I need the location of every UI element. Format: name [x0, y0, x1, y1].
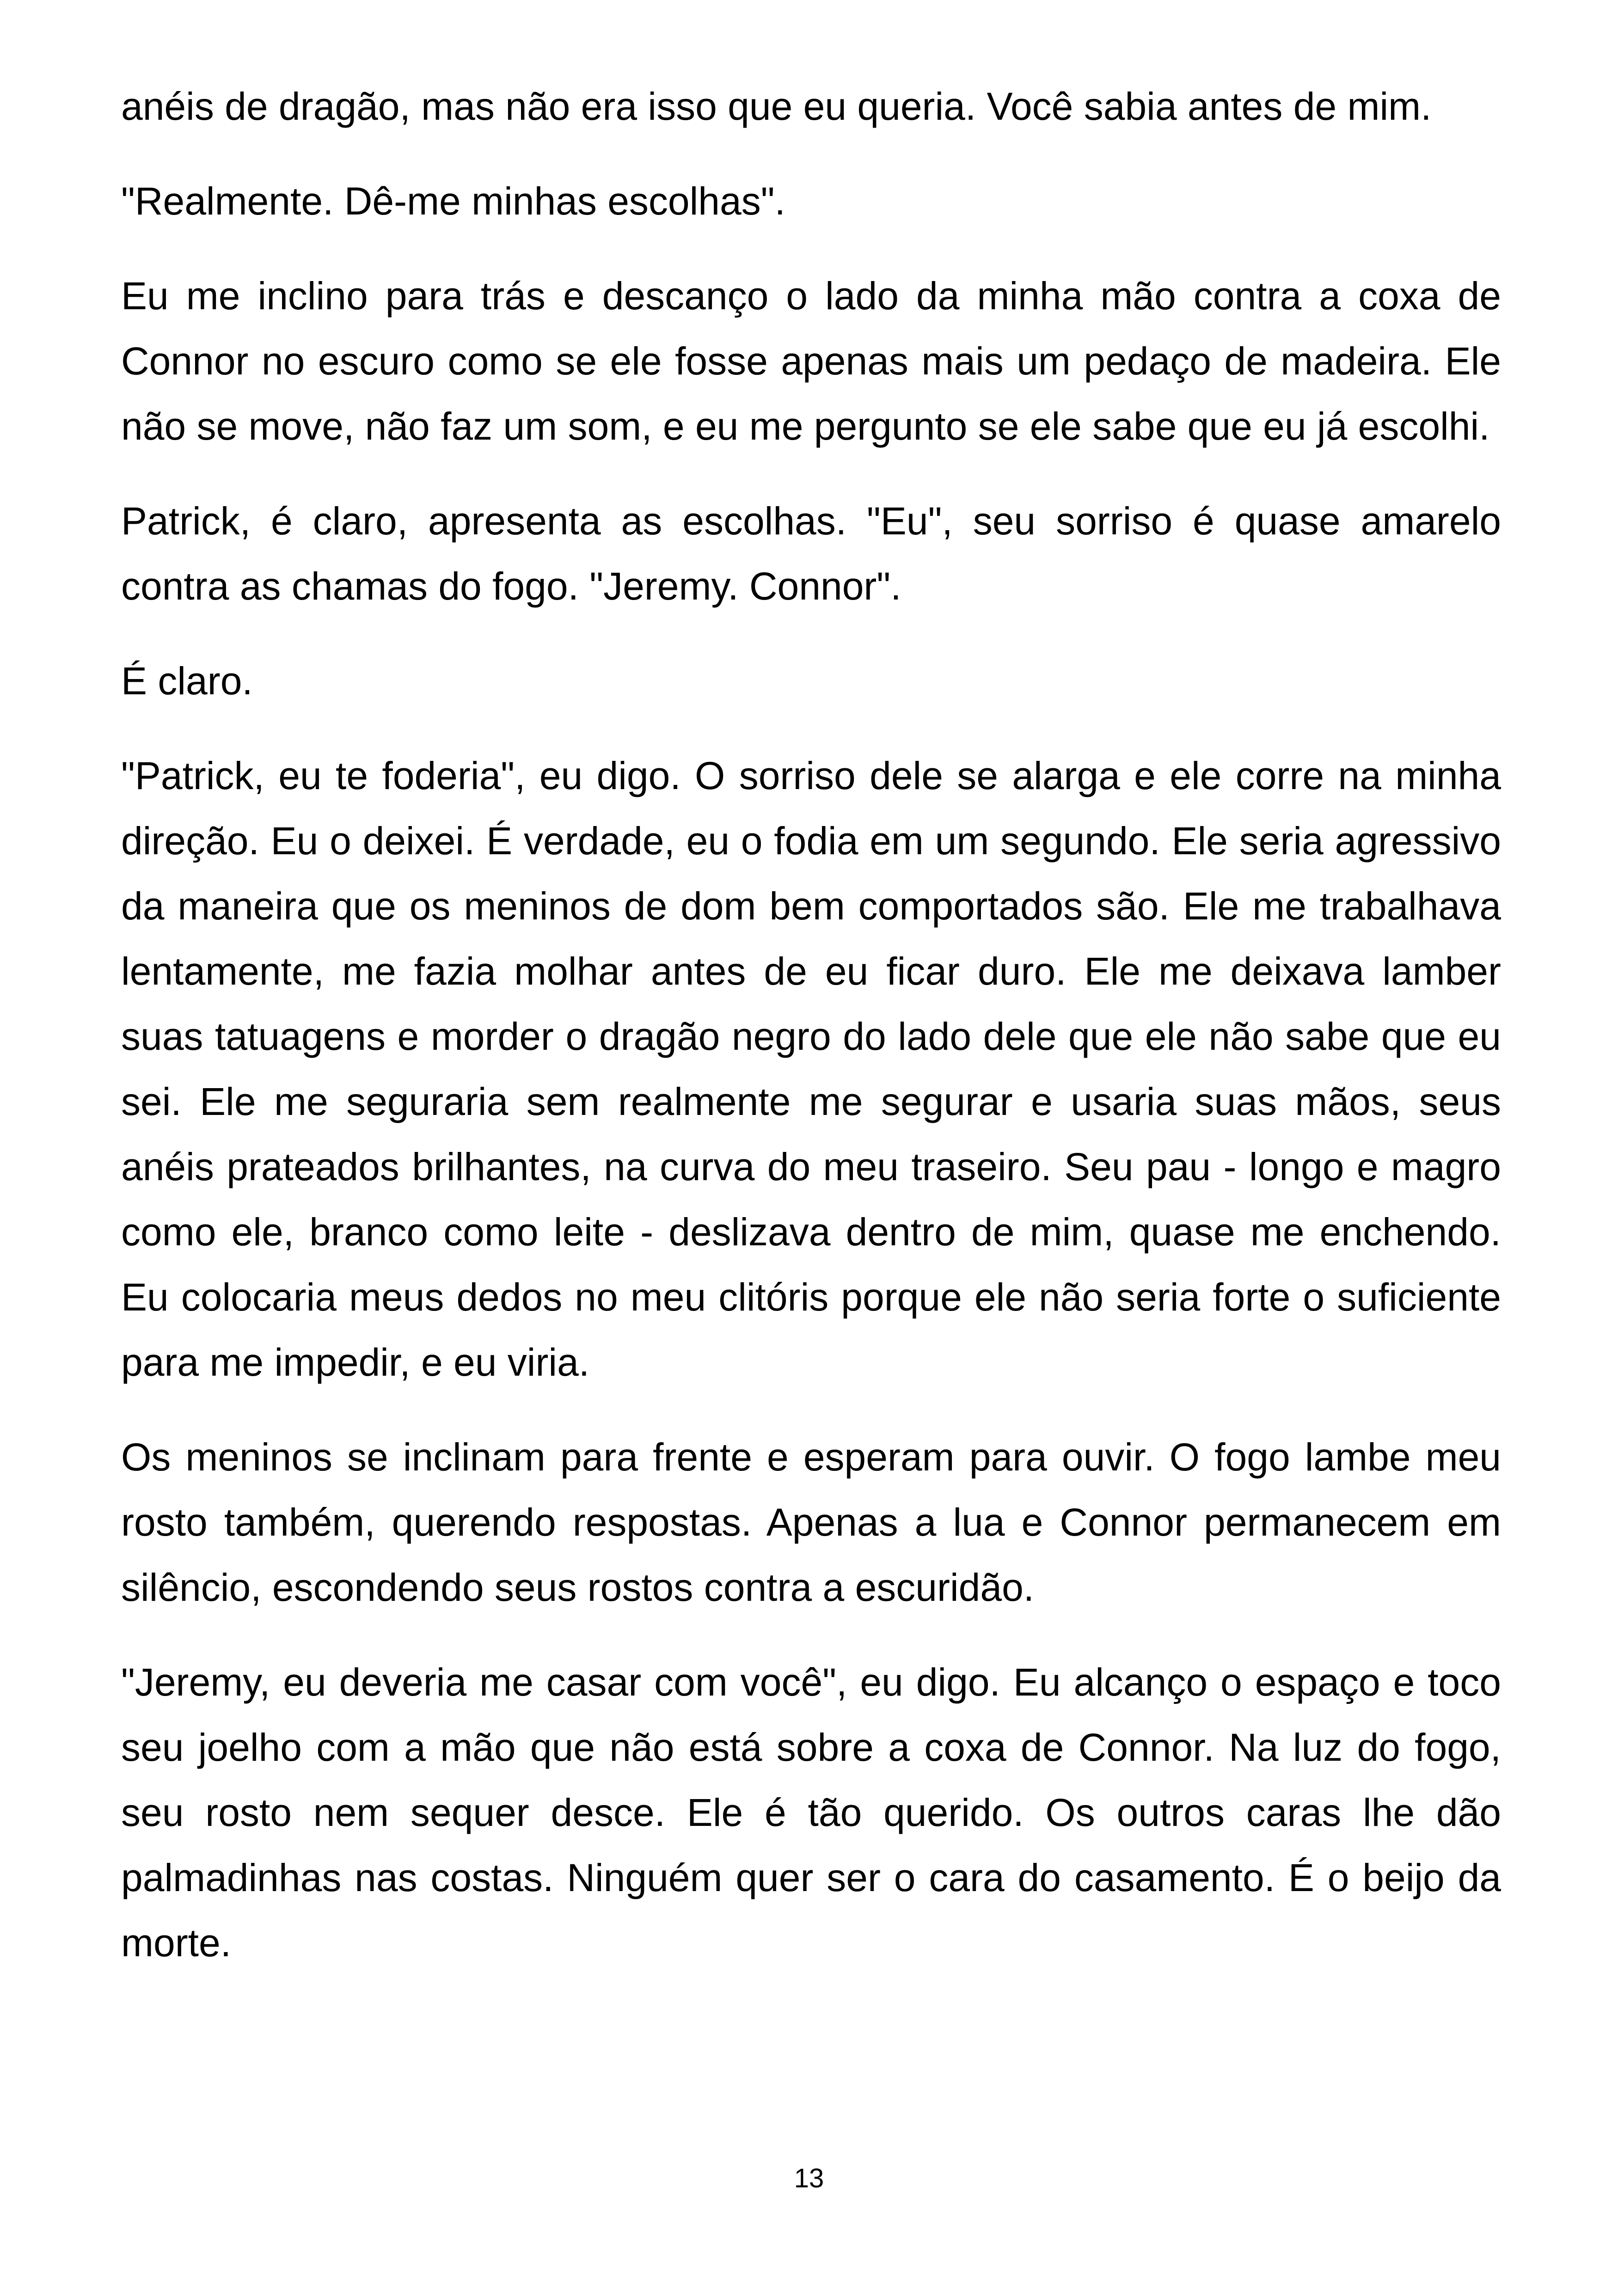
paragraph-3: Eu me inclino para trás e descanço o lado da minha mão contra a coxa de Connor no escuro como se ele fosse apenas mais um pedaço de madeira. Ele não se move, não faz um som, e eu me pergunto se ele sabe que eu já escolhi.: [121, 274, 1501, 448]
paragraph-4: Patrick, é claro, apresenta as escolhas. "Eu", seu sorriso é quase amarelo contra as chamas do fogo. "Jeremy. Connor".: [121, 499, 1501, 608]
paragraph-2: "Realmente. Dê-me minhas escolhas".: [121, 179, 785, 223]
page-body: [121, 74, 1501, 2005]
paragraph-1: anéis de dragão, mas não era isso que eu queria. Você sabia antes de mim.: [121, 85, 1432, 128]
paragraph-6: "Patrick, eu te foderia", eu digo. O sorriso dele se alarga e ele corre na minha direção. Eu o deixei. É verdade, eu o fodia em um segundo. Ele seria agressivo da maneira que os meninos de dom bem comportados são. Ele me trabalhava lentamente, me fazia molhar antes de eu ficar duro. Ele me deixava lamber suas tatuagens e morder o dragão negro do lado dele que ele não sabe que eu sei. Ele me seguraria sem realmente me segurar e usaria suas mãos, seus anéis prateados brilhantes, na curva do meu traseiro. Seu pau - longo e magro como ele, branco como leite - deslizava dentro de mim, quase me enchendo. Eu colocaria meus dedos no meu clitóris porque ele não seria forte o suficiente para me impedir, e eu viria.: [121, 754, 1501, 1384]
paragraph-7: Os meninos se inclinam para frente e esperam para ouvir. O fogo lambe meu rosto também, querendo respostas. Apenas a lua e Connor permanecem em silêncio, escondendo seus rostos contra a escuridão.: [121, 1435, 1501, 1609]
paragraph-8: "Jeremy, eu deveria me casar com você", eu digo. Eu alcanço o espaço e toco seu joelho com a mão que não está sobre a coxa de Connor. Na luz do fogo, seu rosto nem sequer desce. Ele é tão querido. Os outros caras lhe dão palmadinhas nas costas. Ninguém quer ser o cara do casamento. É o beijo da morte.: [121, 1660, 1501, 1965]
paragraph-5: É claro.: [121, 659, 253, 703]
page-number: 13: [794, 2163, 824, 2193]
